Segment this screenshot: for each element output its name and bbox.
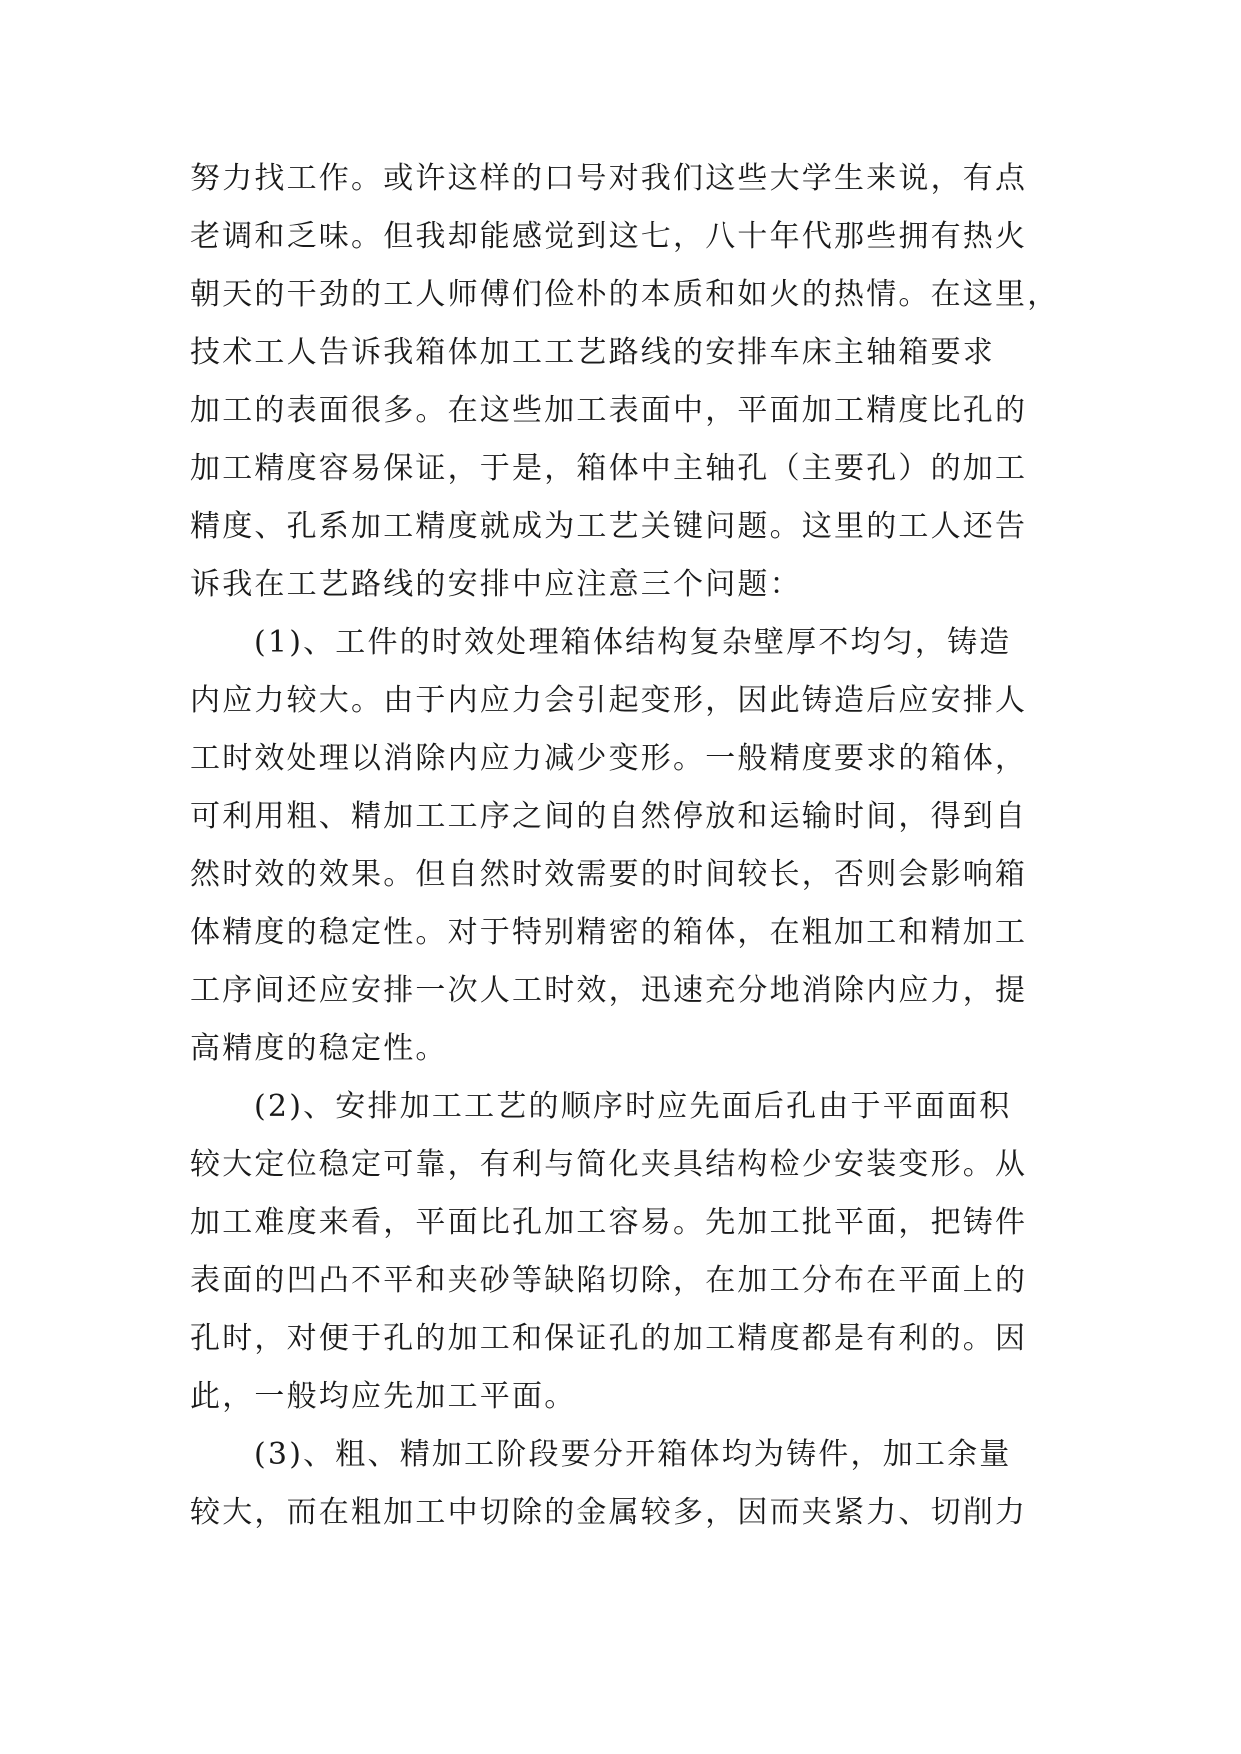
- text-line: 技术工人告诉我箱体加工工艺路线的安排车床主轴箱要求: [190, 335, 995, 370]
- text-line: 较大，而在粗加工中切除的金属较多，因而夹紧力、切削力: [190, 1495, 1028, 1530]
- text-line: 内应力较大。由于内应力会引起变形，因此铸造后应安排人: [190, 683, 1028, 718]
- text-line: 表面的凹凸不平和夹砂等缺陷切除，在加工分布在平面上的: [190, 1263, 1028, 1298]
- text-line: 诉我在工艺路线的安排中应注意三个问题：: [190, 567, 802, 602]
- text-line: 较大定位稳定可靠，有利与简化夹具结构检少安装变形。从: [190, 1147, 1028, 1182]
- text-line: 高精度的稳定性。: [190, 1031, 448, 1066]
- text-line: 然时效的效果。但自然时效需要的时间较长，否则会影响箱: [190, 857, 1028, 892]
- text-line: 加工难度来看，平面比孔加工容易。先加工批平面，把铸件: [190, 1205, 1028, 1240]
- text-line: 老调和乏味。但我却能感觉到这七，八十年代那些拥有热火: [190, 219, 1028, 254]
- text-line: 可利用粗、精加工工序之间的自然停放和运输时间，得到自: [190, 799, 1028, 834]
- text-line: 努力找工作。或许这样的口号对我们这些大学生来说，有点: [190, 161, 1028, 196]
- text-line: 加工的表面很多。在这些加工表面中，平面加工精度比孔的: [190, 393, 1028, 428]
- text-line: 加工精度容易保证，于是，箱体中主轴孔（主要孔）的加工: [190, 451, 1028, 486]
- body-text: [190, 150, 1060, 1542]
- text-line: 工时效处理以消除内应力减少变形。一般精度要求的箱体，: [190, 741, 1028, 776]
- text-line: 朝天的干劲的工人师傅们俭朴的本质和如火的热情。在这里，: [190, 277, 1060, 312]
- paragraph-start-line: (2)、安排加工工艺的顺序时应先面后孔由于平面面积: [254, 1089, 1012, 1124]
- text-line: 精度、孔系加工精度就成为工艺关键问题。这里的工人还告: [190, 509, 1028, 544]
- paragraph-start-line: (3)、粗、精加工阶段要分开箱体均为铸件，加工余量: [254, 1437, 1012, 1472]
- text-line: 此，一般均应先加工平面。: [190, 1379, 577, 1414]
- text-line: 体精度的稳定性。对于特别精密的箱体，在粗加工和精加工: [190, 915, 1028, 950]
- paragraph-start-line: (1)、工件的时效处理箱体结构复杂壁厚不均匀，铸造: [254, 625, 1012, 660]
- text-line: 孔时，对便于孔的加工和保证孔的加工精度都是有利的。因: [190, 1321, 1028, 1356]
- text-line: 工序间还应安排一次人工时效，迅速充分地消除内应力，提: [190, 973, 1028, 1008]
